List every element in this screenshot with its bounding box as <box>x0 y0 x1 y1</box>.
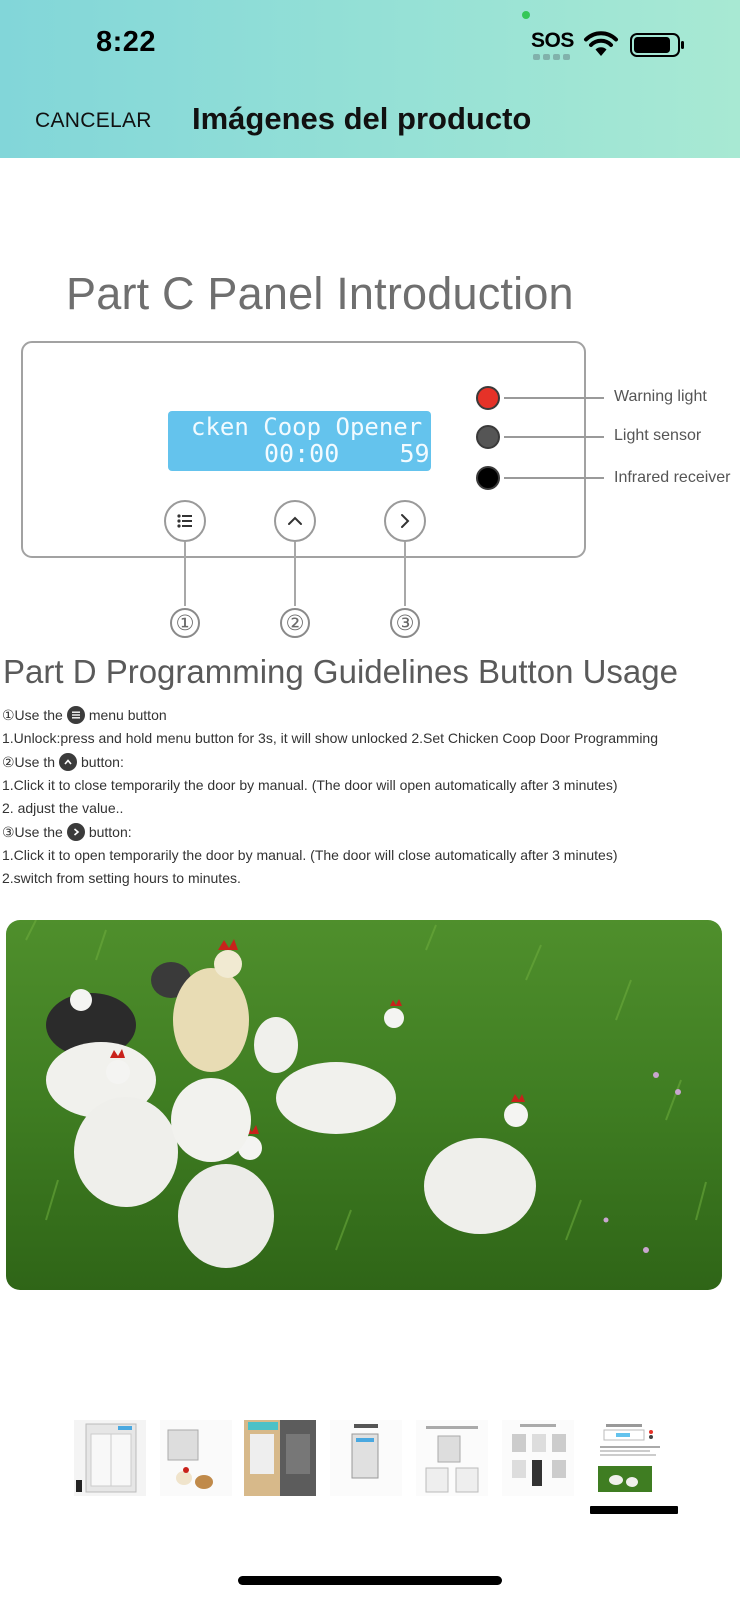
guideline-line <box>2 847 618 863</box>
sos-indicator: SOS <box>531 29 574 52</box>
programming-guidelines-title: Part D Programming Guidelines Button Usage <box>3 653 678 690</box>
lcd-line-2: 00:00 59 <box>264 439 430 468</box>
thumbnail-4[interactable] <box>330 1420 402 1496</box>
list-icon <box>174 510 196 532</box>
thumbnail-strip <box>0 1420 740 1520</box>
thumbnail-6[interactable] <box>502 1420 574 1496</box>
chevron-right-icon <box>394 510 416 532</box>
callout-number-2: ② <box>280 608 310 638</box>
home-indicator[interactable] <box>238 1576 502 1585</box>
panel-next-button <box>384 500 426 542</box>
panel-up-button <box>274 500 316 542</box>
menu-icon <box>67 706 85 724</box>
chevron-up-icon <box>284 510 306 532</box>
thumbnail-3[interactable] <box>244 1420 316 1496</box>
guideline-line <box>2 753 124 771</box>
page-title: Imágenes del producto <box>192 101 532 136</box>
status-time: 8:22 <box>96 26 157 58</box>
guideline-text: 1.Unlock:press and hold menu button for 3s, it will show unlocked 2.Set Chicken Coop Door Programming <box>2 730 658 746</box>
leader-line <box>504 397 604 399</box>
battery-icon <box>630 32 686 58</box>
guideline-line <box>2 730 658 746</box>
guideline-text: button: <box>88 824 132 840</box>
selected-thumbnail-indicator <box>590 1506 678 1514</box>
top-header <box>0 0 740 158</box>
wifi-icon <box>583 30 619 58</box>
guideline-text: ②Use th <box>2 753 56 770</box>
chevron-right-icon <box>67 823 85 841</box>
thumbnail-5[interactable] <box>416 1420 488 1496</box>
lcd-display <box>168 411 431 471</box>
panel-introduction-title: Part C Panel Introduction <box>66 268 574 319</box>
guideline-text: 1.Click it to close temporarily the door by manual. (The door will open automatically after 3 minutes) <box>2 777 618 793</box>
warning-light-label: Warning light <box>614 388 707 405</box>
warning-light-indicator <box>476 386 500 410</box>
chickens-photo <box>6 920 722 1290</box>
connector-line <box>404 542 406 606</box>
lcd-line-1: cken Coop Opener <box>191 413 423 441</box>
infrared-receiver-label: Infrared receiver <box>614 469 731 486</box>
callout-number-3: ③ <box>390 608 420 638</box>
signal-dots <box>533 54 575 60</box>
chevron-up-icon <box>59 753 77 771</box>
thumbnail-7-selected[interactable] <box>596 1420 668 1496</box>
guideline-line <box>2 777 618 793</box>
guideline-line <box>2 800 123 816</box>
guideline-text: ①Use the <box>2 706 63 723</box>
guideline-line <box>2 706 167 724</box>
light-sensor-indicator <box>476 425 500 449</box>
thumbnail-2[interactable] <box>160 1420 232 1496</box>
connector-line <box>184 542 186 606</box>
guideline-text: menu button <box>88 707 167 723</box>
leader-line <box>504 477 604 479</box>
light-sensor-label: Light sensor <box>614 427 702 444</box>
guideline-text: button: <box>81 754 124 770</box>
cancel-button[interactable]: CANCELAR <box>35 109 152 132</box>
guideline-text: 2. adjust the value.. <box>2 800 124 816</box>
panel-menu-button <box>164 500 206 542</box>
infrared-receiver-indicator <box>476 466 500 490</box>
guideline-text: 2.switch from setting hours to minutes. <box>2 870 241 886</box>
product-image <box>0 158 740 1388</box>
guideline-text: ③Use the <box>2 823 63 840</box>
guideline-line <box>2 823 132 841</box>
callout-number-1: ① <box>170 608 200 638</box>
privacy-indicator-dot <box>522 11 530 19</box>
connector-line <box>294 542 296 606</box>
leader-line <box>504 436 604 438</box>
guideline-text: 1.Click it to open temporarily the door by manual. (The door will close automatically after 3 minutes) <box>2 847 618 863</box>
guideline-line <box>2 870 241 886</box>
thumbnail-1[interactable] <box>74 1420 146 1496</box>
